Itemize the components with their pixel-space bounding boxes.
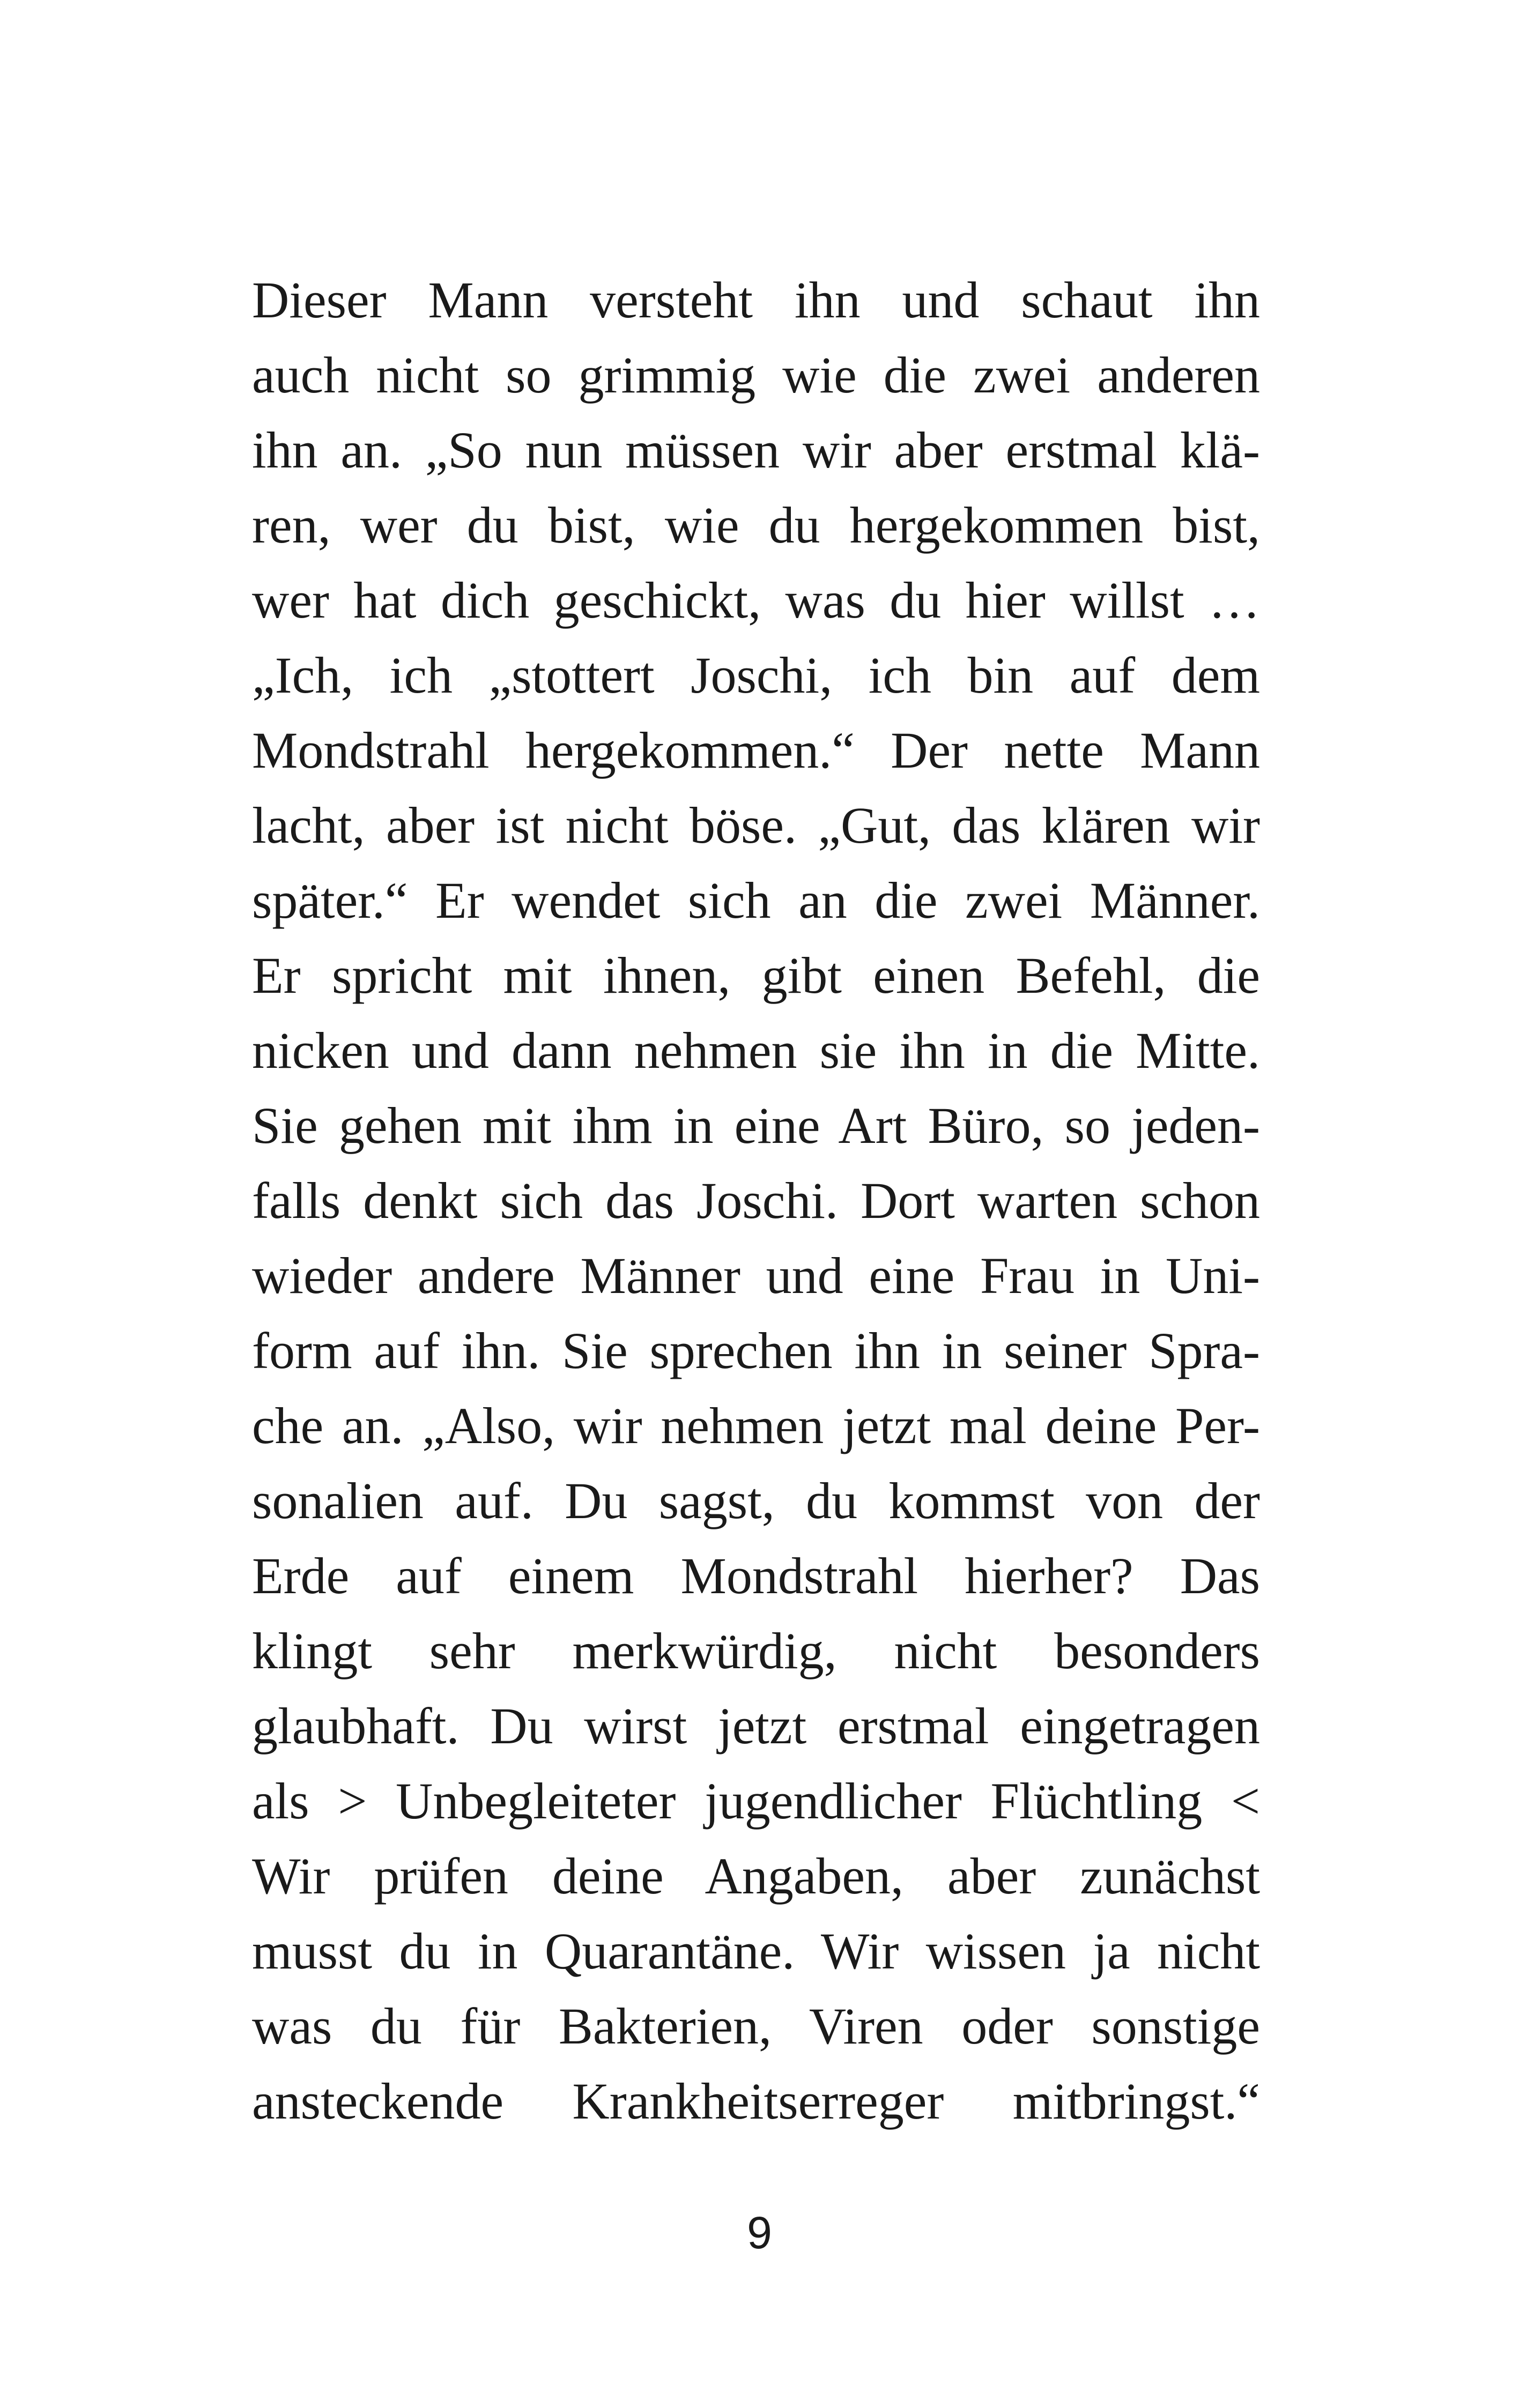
text-line: glaubhaft. Du wirst jetzt erstmal eingetragen <box>252 1697 1260 1755</box>
text-line: ren, wer du bist, wie du hergekommen bist, <box>252 496 1260 554</box>
text-line: Sie gehen mit ihm in eine Art Büro, so jeden- <box>252 1097 1260 1154</box>
text-line: später.“ Er wendet sich an die zwei Männer. <box>252 872 1260 929</box>
text-line: che an. „Also, wir nehmen jetzt mal deine Per- <box>252 1397 1260 1454</box>
text-line: falls denkt sich das Joschi. Dort warten schon <box>252 1172 1260 1229</box>
text-line: ihn an. „So nun müssen wir aber erstmal klä- <box>252 421 1260 479</box>
page-number: 9 <box>747 2208 772 2258</box>
text-line: was du für Bakterien, Viren oder sonstige <box>252 1997 1260 2055</box>
text-line: klingt sehr merkwürdig, nicht besonders <box>252 1622 1260 1679</box>
text-line: Erde auf einem Mondstrahl hierher? Das <box>252 1547 1260 1604</box>
text-line: wieder andere Männer und eine Frau in Uni- <box>252 1247 1260 1304</box>
text-line: Dieser Mann versteht ihn und schaut ihn <box>252 271 1260 329</box>
body-text <box>252 263 1260 2139</box>
text-line: musst du in Quarantäne. Wir wissen ja nicht <box>252 1922 1260 1980</box>
text-line: Er spricht mit ihnen, gibt einen Befehl, die <box>252 947 1260 1004</box>
text-line: Mondstrahl hergekommen.“ Der nette Mann <box>252 722 1260 779</box>
text-line: Wir prüfen deine Angaben, aber zunächst <box>252 1847 1260 1905</box>
text-line: form auf ihn. Sie sprechen ihn in seiner Spra- <box>252 1322 1260 1379</box>
text-line: wer hat dich geschickt, was du hier willst … <box>252 571 1260 629</box>
text-line: sonalien auf. Du sagst, du kommst von der <box>252 1472 1260 1529</box>
text-line: lacht, aber ist nicht böse. „Gut, das klären wir <box>252 797 1260 854</box>
text-line: ansteckende Krankheitserreger mitbringst.“ <box>252 2072 1260 2130</box>
text-line: als > Unbegleiteter jugendlicher Flüchtling < <box>252 1772 1260 1830</box>
text-line: auch nicht so grimmig wie die zwei anderen <box>252 346 1260 404</box>
text-line: nicken und dann nehmen sie ihn in die Mitte. <box>252 1022 1260 1079</box>
text-line: „Ich, ich „stottert Joschi, ich bin auf dem <box>252 646 1260 704</box>
